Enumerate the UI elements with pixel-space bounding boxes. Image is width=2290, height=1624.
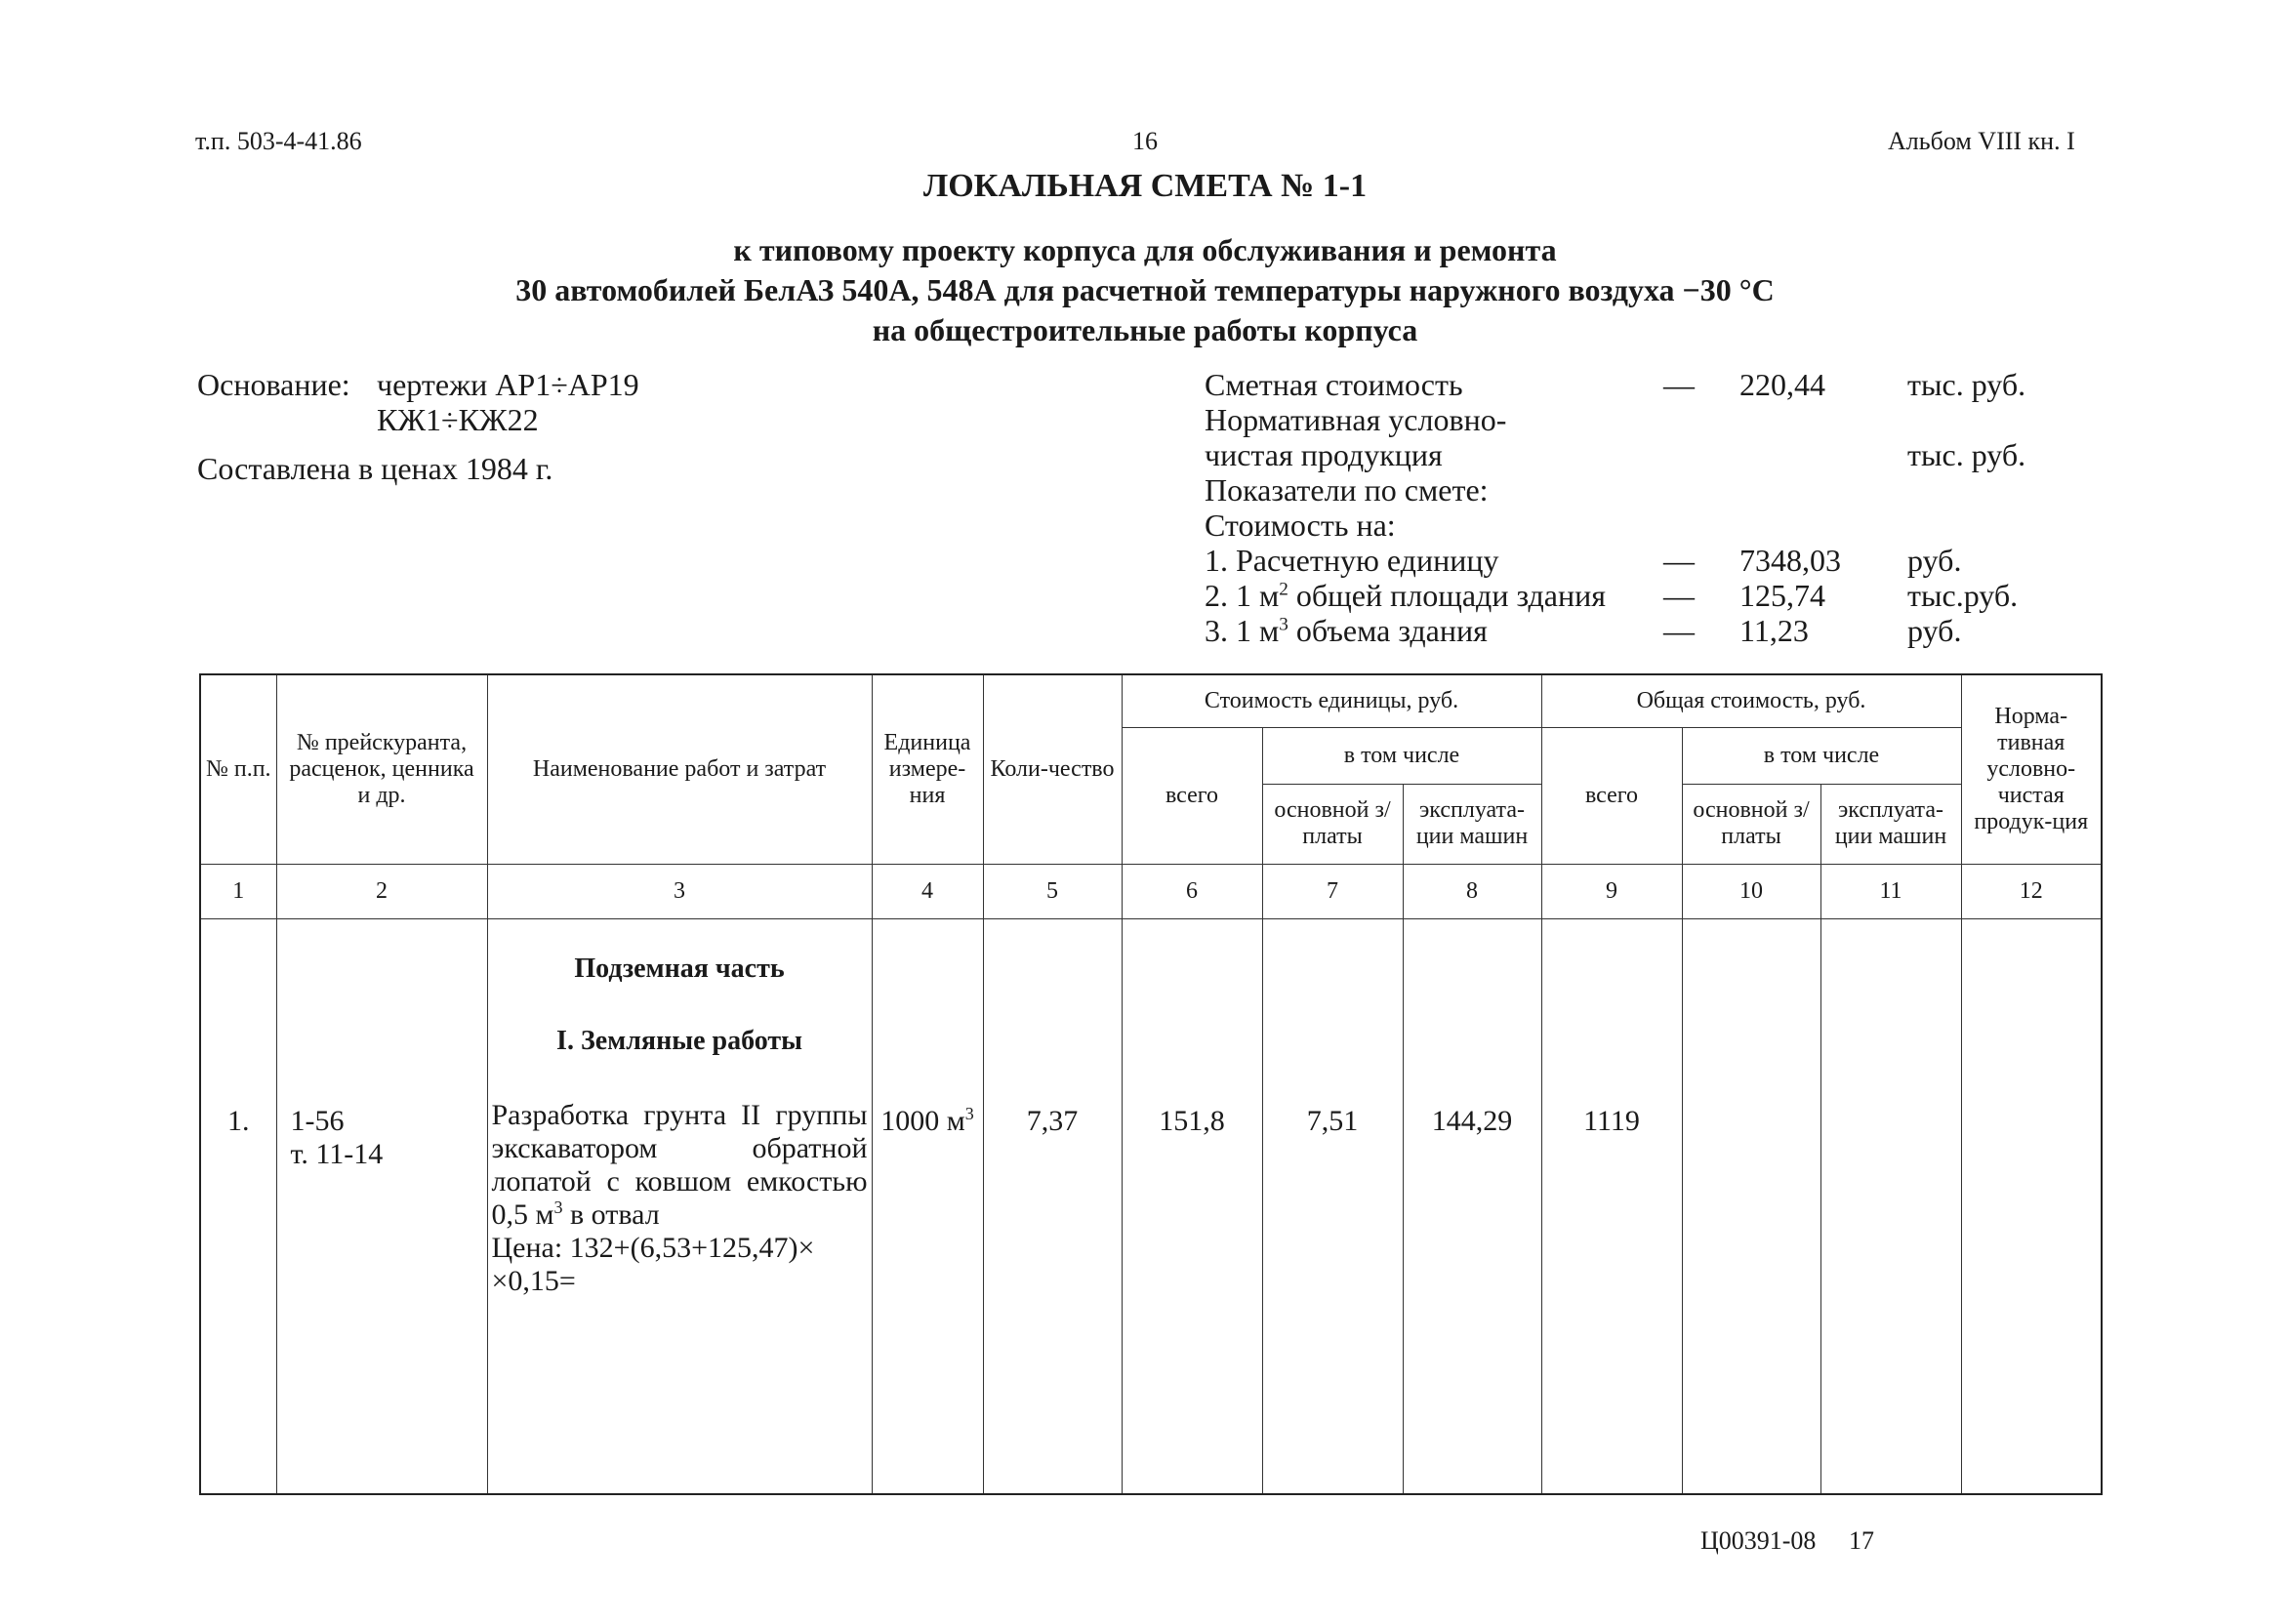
col-number: 3 (487, 864, 872, 918)
col-number: 6 (1122, 864, 1262, 918)
col-header-total-cost: Общая стоимость, руб. (1541, 674, 1961, 727)
col-header-unit-total: всего (1122, 727, 1262, 864)
col-header-unit-machines: эксплуата-ции машин (1403, 784, 1541, 864)
col-header-work-name: Наименование работ и затрат (487, 674, 872, 864)
col-header-unit-incl: в том числе (1262, 727, 1541, 784)
row-total: 1119 (1541, 918, 1682, 1494)
indicators-label: Показатели по смете: (1205, 472, 1489, 508)
footer-page: 17 (1849, 1526, 1874, 1555)
col-number: 9 (1541, 864, 1682, 918)
col-header-unit-cost: Стоимость единицы, руб. (1122, 674, 1541, 727)
summary-indicator-2 (1205, 578, 2083, 613)
indicator-2-unit: тыс.руб. (1907, 578, 2019, 613)
row-unit-total: 151,8 (1122, 918, 1262, 1494)
norm-unit: тыс. руб. (1907, 437, 2026, 472)
indicator-3-dash: — (1663, 613, 1695, 648)
work-description: Разработка грунта II группы экскаватором обратной лопатой с ковшом емкостью 0,5 $м^3$ в отвал (491, 1098, 868, 1231)
col-header-number: № п.п. (200, 674, 276, 864)
section-underground: Подземная часть (574, 953, 785, 984)
indicator-2-label: 2. 1 $м^2$ общей площади здания (1205, 578, 1606, 613)
header-page-number: 16 (1132, 127, 1158, 155)
subtitle-line-3: на общестроительные работы корпуса (872, 312, 1418, 347)
col-header-total-wage: основной з/платы (1682, 784, 1820, 864)
summary-cost-row (1205, 367, 2083, 402)
document-title: ЛОКАЛЬНАЯ СМЕТА № 1-1 (922, 168, 1368, 204)
subtitle-line-1: к типовому проекту корпуса для обслуживания и ремонта (733, 232, 1557, 267)
summary-cost-on-row (1205, 508, 2083, 543)
col-header-total-machines: эксплуата-ции машин (1820, 784, 1961, 864)
norm-label-1: Нормативная условно- (1205, 402, 1507, 437)
col-header-normative: Норма-тивная условно-чистая продук-ция (1961, 674, 2102, 864)
indicator-1-label: 1. Расчетную единицу (1205, 543, 1499, 578)
table-row (200, 918, 2102, 1494)
col-number: 11 (1820, 864, 1961, 918)
indicator-1-dash: — (1663, 543, 1695, 578)
indicator-1-unit: руб. (1907, 543, 1962, 578)
summary-indicators-row (1205, 472, 2083, 508)
header-doc-number: т.п. 503-4-41.86 (195, 127, 362, 155)
row-total-wage (1682, 918, 1820, 1494)
indicator-3-value: 11,23 (1739, 613, 1809, 648)
col-number: 12 (1961, 864, 2102, 918)
summary-norm-row-2 (1205, 437, 2083, 472)
col-header-price-list: № прейскуранта, расценок, ценника и др. (276, 674, 487, 864)
col-number: 1 (200, 864, 276, 918)
cost-value: 220,44 (1739, 367, 1825, 402)
col-header-quantity: Коли-чество (983, 674, 1122, 864)
col-number: 10 (1682, 864, 1820, 918)
summary-indicator-3 (1205, 613, 2083, 648)
header-album: Альбом VIII кн. I (1888, 127, 2075, 155)
summary-indicator-1 (1205, 543, 2083, 578)
row-unit: 1000 $м^3$ (872, 918, 983, 1494)
col-number: 2 (276, 864, 487, 918)
footer-code: Ц00391-08 (1700, 1526, 1817, 1555)
indicator-2-dash: — (1663, 578, 1695, 613)
col-number: 5 (983, 864, 1122, 918)
subtitle-line-2: 30 автомобилей БелАЗ 540А, 548А для расчетной температуры наружного воздуха −30 °С (515, 272, 1775, 307)
section-earthworks: I. Земляные работы (556, 1025, 802, 1056)
row-normative (1961, 918, 2102, 1494)
indicator-3-label: 3. 1 $м^3$ объема здания (1205, 613, 1488, 648)
col-number: 7 (1262, 864, 1403, 918)
row-unit-wage: 7,51 (1262, 918, 1403, 1494)
basis-drawings-kzh: КЖ1÷КЖ22 (377, 402, 539, 437)
cost-label: Сметная стоимость (1205, 367, 1463, 402)
cost-on-label: Стоимость на: (1205, 508, 1396, 543)
col-number: 4 (872, 864, 983, 918)
norm-label-2: чистая продукция (1205, 437, 1443, 472)
row-price-ref: 1-56 т. 11-14 (276, 918, 487, 1494)
col-header-unit: Единица измере-ния (872, 674, 983, 864)
indicator-1-value: 7348,03 (1739, 543, 1841, 578)
basis-drawings-ar: чертежи АР1÷АР19 (377, 367, 639, 402)
work-price-formula: Цена: 132+(6,53+125,47)× ×0,15= (491, 1231, 815, 1297)
basis-label: Основание: (197, 367, 350, 402)
indicator-3-unit: руб. (1907, 613, 1962, 648)
estimate-table (199, 673, 2103, 1495)
indicator-2-value: 125,74 (1739, 578, 1825, 613)
row-number: 1. (200, 918, 276, 1494)
row-total-machines (1820, 918, 1961, 1494)
col-header-total-total: всего (1541, 727, 1682, 864)
row-unit-machines: 144,29 (1403, 918, 1541, 1494)
prices-year: Составлена в ценах 1984 г. (197, 451, 553, 486)
cost-unit: тыс. руб. (1907, 367, 2026, 402)
col-number: 8 (1403, 864, 1541, 918)
row-work-name (487, 918, 872, 1494)
col-header-unit-wage: основной з/платы (1262, 784, 1403, 864)
row-quantity: 7,37 (983, 918, 1122, 1494)
col-header-total-incl: в том числе (1682, 727, 1961, 784)
summary-norm-row-1 (1205, 402, 2083, 437)
cost-dash: — (1663, 367, 1695, 402)
column-number-row (200, 864, 2102, 918)
